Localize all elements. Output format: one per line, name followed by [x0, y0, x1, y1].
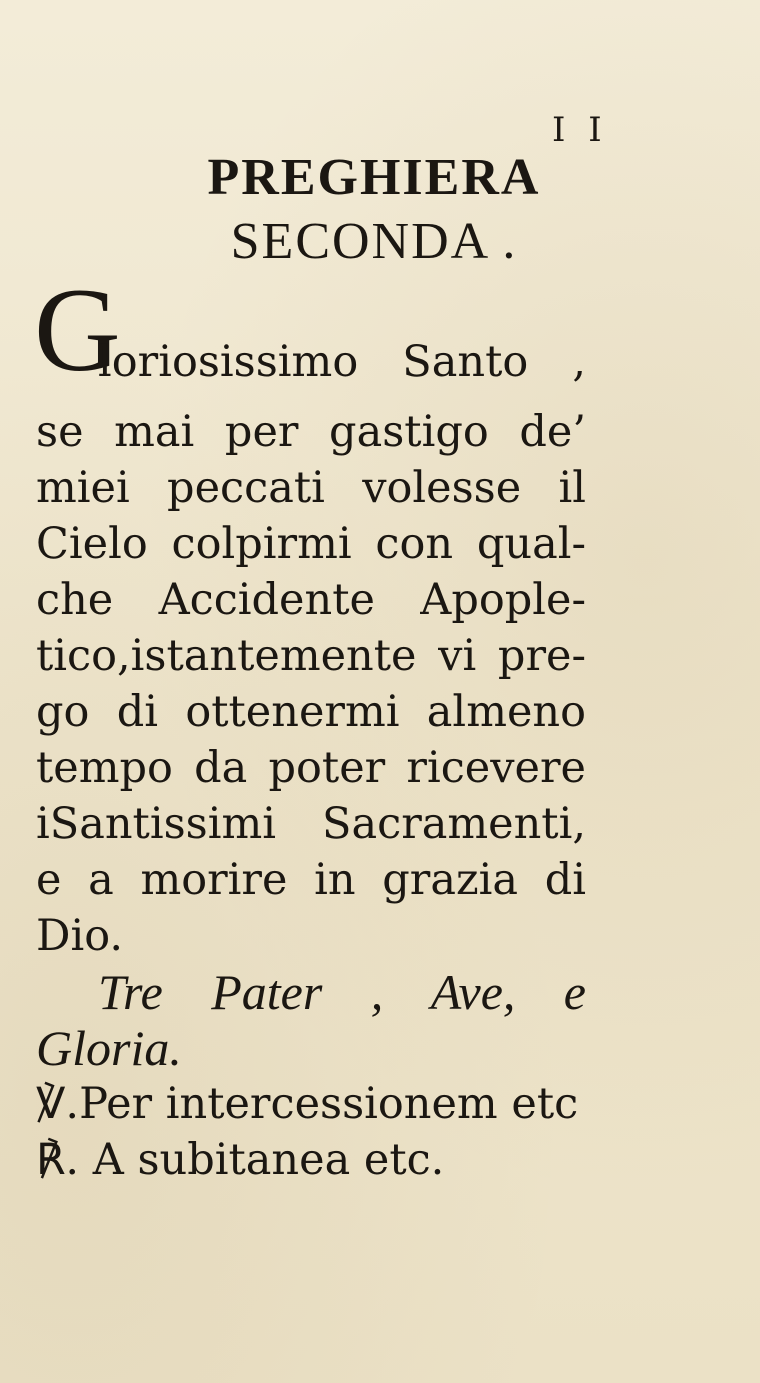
prayer-text-line: iSantissimi Sacramenti, — [36, 799, 586, 849]
response-line: ℟. A subitanea etc. — [36, 1135, 445, 1185]
rubric-line: Gloria. — [36, 1020, 182, 1076]
prayer-subtitle: SECONDA . — [230, 213, 518, 270]
prayer-title: PREGHIERA — [207, 149, 541, 206]
prayer-text-line: se mai per gastigo de’ — [36, 407, 586, 457]
prayer-text-line: loriosissimo Santo , — [98, 337, 586, 387]
prayer-text-line: tempo da poter ricevere — [36, 743, 586, 793]
prayer-text-line: che Accidente Apople- — [36, 575, 586, 625]
prayer-text-line: e a morire in grazia di — [36, 855, 586, 905]
drop-cap-initial: G — [34, 263, 121, 396]
prayer-text-line: Dio. — [36, 911, 124, 961]
versicle-line: ℣.Per intercessionem etc — [36, 1079, 579, 1129]
prayer-text-line: miei peccati volesse il — [36, 463, 586, 513]
prayer-text-line: Cielo colpirmi con qual- — [36, 519, 586, 569]
prayer-text-line: tico,istantemente vi pre- — [36, 631, 586, 681]
prayer-text-line: go di ottenermi almeno — [36, 687, 586, 737]
rubric-line: Tre Pater , Ave, e — [98, 964, 586, 1020]
page-number: I I — [552, 110, 608, 150]
